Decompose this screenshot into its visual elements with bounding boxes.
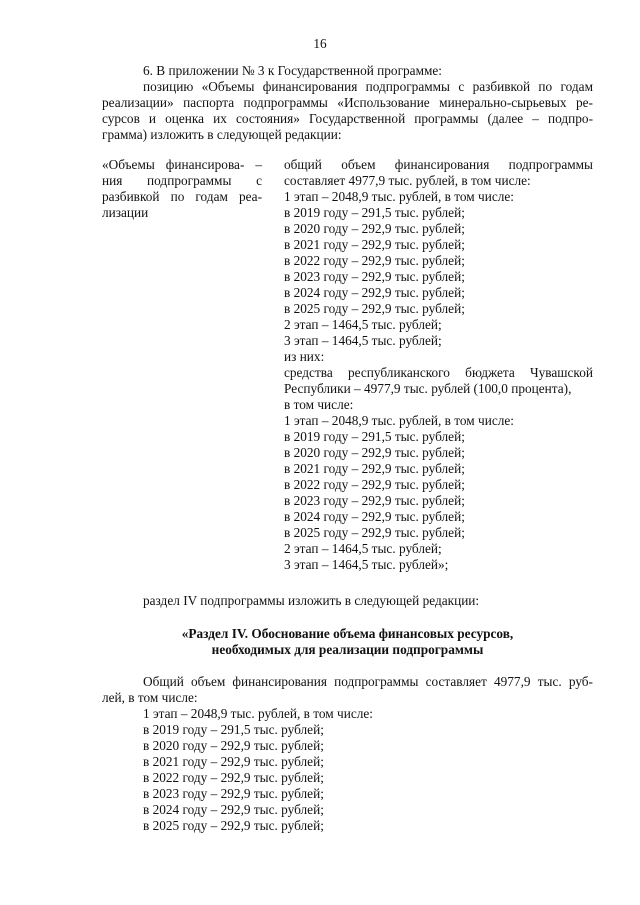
- list-item: в 2021 году – 292,9 тыс. рублей;: [143, 754, 324, 769]
- table-left-line: лизации: [102, 205, 149, 220]
- body-line: лей, в том числе:: [102, 690, 198, 705]
- table-right-line: в 2025 году – 292,9 тыс. рублей;: [284, 301, 465, 316]
- list-item: в 2022 году – 292,9 тыс. рублей;: [143, 770, 324, 785]
- list-item: в 2023 году – 292,9 тыс. рублей;: [143, 786, 324, 801]
- table-right-line: 1 этап – 2048,9 тыс. рублей, в том числе:: [284, 413, 514, 428]
- section-intro-text: раздел IV подпрограммы изложить в следующей редакции:: [143, 593, 480, 608]
- table-left-line: разбивкой по годам реа-: [102, 189, 262, 204]
- table-right-line: в 2020 году – 292,9 тыс. рублей;: [284, 445, 465, 460]
- table-left-line: «Объемы финансирова- –: [102, 157, 262, 172]
- table-right-line: в 2024 году – 292,9 тыс. рублей;: [284, 509, 465, 524]
- list-item: в 2024 году – 292,9 тыс. рублей;: [143, 802, 324, 817]
- table-left-cell: [102, 157, 262, 221]
- table-right-line: в 2022 году – 292,9 тыс. рублей;: [284, 253, 465, 268]
- heading-line: «Раздел IV. Обоснование объема финансовых ресурсов,: [181, 626, 514, 641]
- body-line: Общий объем финансирования подпрограммы составляет 4977,9 тыс. руб-: [143, 674, 593, 689]
- intro-item-line: [102, 63, 593, 79]
- intro-line: позицию «Объемы финансирования подпрограммы с разбивкой по годам: [143, 79, 593, 94]
- intro-paragraph: [102, 79, 593, 143]
- table-right-line: 2 этап – 1464,5 тыс. рублей;: [284, 317, 442, 332]
- table-right-line: средства республиканского бюджета Чувашской: [284, 365, 593, 380]
- table-right-line: из них:: [284, 349, 325, 364]
- list-item: в 2020 году – 292,9 тыс. рублей;: [143, 738, 324, 753]
- list-item: в 2019 году – 291,5 тыс. рублей;: [143, 722, 324, 737]
- table-left-line: ния подпрограммы с: [102, 173, 262, 188]
- table-right-line: 3 этап – 1464,5 тыс. рублей»;: [284, 557, 449, 572]
- table-right-line: в 2023 году – 292,9 тыс. рублей;: [284, 493, 465, 508]
- list-item: 1 этап – 2048,9 тыс. рублей, в том числе:: [143, 706, 373, 721]
- table-right-line: в том числе:: [284, 397, 354, 412]
- table-right-line: в 2021 году – 292,9 тыс. рублей;: [284, 237, 465, 252]
- list-item: в 2025 году – 292,9 тыс. рублей;: [143, 818, 324, 833]
- table-right-line: в 2025 году – 292,9 тыс. рублей;: [284, 525, 465, 540]
- table-right-line: Республики – 4977,9 тыс. рублей (100,0 процента),: [284, 381, 572, 396]
- body-funding-list: [143, 706, 373, 834]
- table-right-line: в 2022 году – 292,9 тыс. рублей;: [284, 477, 465, 492]
- table-right-line: в 2021 году – 292,9 тыс. рублей;: [284, 461, 465, 476]
- body-paragraph: [102, 674, 593, 706]
- intro-line: сурсов и оценка их состояния» Государственной программы (далее – подпро-: [102, 111, 593, 126]
- intro-line: грамма) изложить в следующей редакции:: [102, 127, 342, 142]
- table-right-line: 3 этап – 1464,5 тыс. рублей;: [284, 333, 442, 348]
- heading-line: необходимых для реализации подпрограммы: [211, 642, 484, 657]
- section-intro: [102, 593, 593, 609]
- section-heading: [102, 626, 593, 658]
- table-right-line: общий объем финансирования подпрограммы: [284, 157, 593, 172]
- table-right-line: в 2019 году – 291,5 тыс. рублей;: [284, 429, 465, 444]
- table-right-line: в 2019 году – 291,5 тыс. рублей;: [284, 205, 465, 220]
- table-right-line: в 2024 году – 292,9 тыс. рублей;: [284, 285, 465, 300]
- table-right-cell: [284, 157, 593, 573]
- page-number: 16: [313, 36, 327, 51]
- table-right-line: 2 этап – 1464,5 тыс. рублей;: [284, 541, 442, 556]
- table-right-line: в 2023 году – 292,9 тыс. рублей;: [284, 269, 465, 284]
- table-right-line: 1 этап – 2048,9 тыс. рублей, в том числе:: [284, 189, 514, 204]
- intro-item-text: 6. В приложении № 3 к Государственной программе:: [143, 63, 443, 78]
- table-right-line: составляет 4977,9 тыс. рублей, в том числе:: [284, 173, 531, 188]
- intro-line: реализации» паспорта подпрограммы «Использование минерально-сырьевых ре-: [102, 95, 593, 110]
- table-right-line: в 2020 году – 292,9 тыс. рублей;: [284, 221, 465, 236]
